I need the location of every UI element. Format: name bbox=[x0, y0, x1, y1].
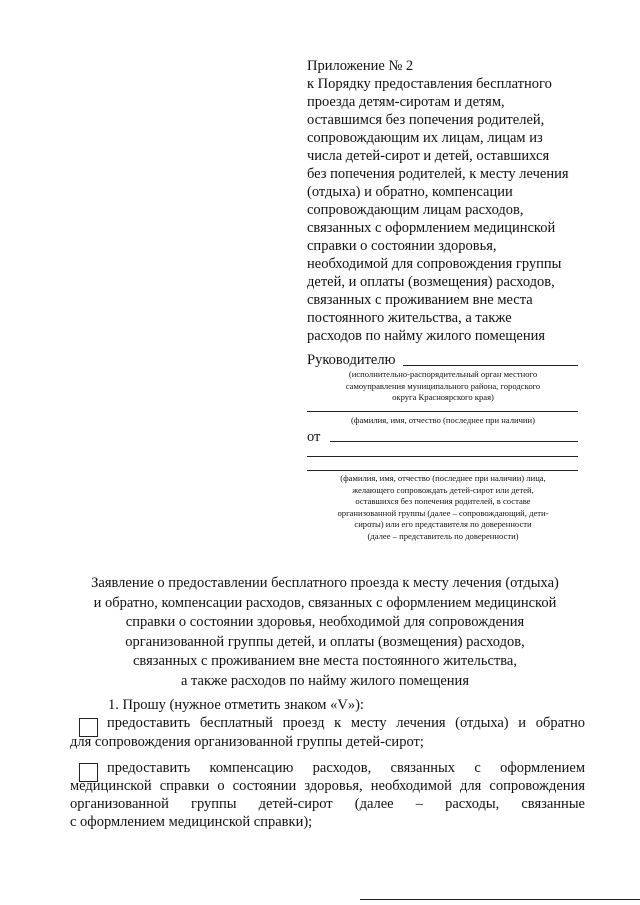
to-note-line: (исполнительно-распорядительный орган местного bbox=[348, 369, 538, 379]
from-note-line: (фамилия, имя, отчество (последнее при наличии) лица, bbox=[340, 473, 546, 483]
title-line: связанных с проживанием вне места постоянного жительства, bbox=[132, 653, 517, 669]
title-line: Заявление о предоставлении бесплатного проезда к месту лечения (отдыха) bbox=[91, 575, 559, 591]
to-note-line: округа Красноярского края) bbox=[392, 392, 494, 402]
from-note-line: (далее – представитель по доверенности) bbox=[367, 530, 519, 541]
to-note bbox=[307, 369, 579, 404]
title-line: справки о состоянии здоровья, необходимой для сопровождения bbox=[125, 614, 525, 630]
appendix-line: расходов по найму жилого помещения bbox=[307, 328, 546, 344]
to-label: Руководителю bbox=[307, 352, 396, 368]
appendix-line: числа детей-сирот и детей, оставшихся bbox=[307, 148, 550, 164]
page-bottom-rule bbox=[360, 899, 640, 900]
option1-line1: предоставить бесплатный проезд к месту лечения (отдыха) и обратно bbox=[107, 715, 585, 731]
option2-line3: организованной группы детей-сирот (далее – расходы, связанные bbox=[70, 796, 585, 812]
appendix-line: без попечения родителей, к месту лечения bbox=[307, 166, 569, 182]
option2-line4: с оформлением медицинской справки); bbox=[70, 814, 313, 830]
from-field-line[interactable] bbox=[330, 441, 578, 442]
appendix-line: сопровождающим их лицам, лицам из bbox=[307, 130, 543, 146]
from-note bbox=[307, 473, 579, 542]
appendix-line: сопровождающим лицам расходов, bbox=[307, 202, 524, 218]
appendix-line: (отдыха) и обратно, компенсации bbox=[307, 184, 513, 200]
statement-title bbox=[70, 574, 580, 691]
appendix-line: связанных с проживанием вне места bbox=[307, 292, 533, 308]
from-label: от bbox=[307, 429, 321, 445]
appendix-line: постоянного жительства, а также bbox=[307, 310, 512, 326]
from-field-line-2[interactable] bbox=[307, 456, 578, 457]
appendix-line: связанных с оформлением медицинской bbox=[307, 220, 556, 236]
title-line: а также расходов по найму жилого помещения bbox=[180, 672, 469, 689]
appendix-line: детей, и оплаты (возмещения) расходов, bbox=[307, 274, 555, 290]
to-note-line: самоуправления муниципального района, городского bbox=[345, 380, 541, 391]
appendix-line: оставшимся без попечения родителей, bbox=[307, 112, 545, 128]
appendix-line: проезда детям-сиротам и детям, bbox=[307, 94, 505, 110]
title-line: и обратно, компенсации расходов, связанных с оформлением медицинской bbox=[93, 594, 557, 611]
to-field-line[interactable] bbox=[403, 365, 578, 366]
option2-line1: предоставить компенсацию расходов, связанных с оформлением bbox=[107, 760, 585, 776]
from-note-line: организованной группы (далее – сопровождающий, дети- bbox=[337, 507, 549, 518]
from-note-line: оставшихся без попечения родителей, в составе bbox=[355, 496, 531, 506]
head-name-line[interactable] bbox=[307, 411, 578, 412]
appendix-title: Приложение № 2 bbox=[307, 58, 414, 74]
item1-heading: 1. Прошу (нужное отметить знаком «V»): bbox=[108, 697, 364, 713]
appendix-line: необходимой для сопровождения группы bbox=[307, 256, 562, 272]
name-note: (фамилия, имя, отчество (последнее при наличии) bbox=[351, 415, 535, 425]
title-line: организованной группы детей, и оплаты (возмещения) расходов, bbox=[125, 633, 525, 650]
from-note-line: желающего сопровождать детей-сирот или детей, bbox=[352, 484, 534, 495]
appendix-block bbox=[307, 57, 607, 345]
from-field-line-3[interactable] bbox=[307, 470, 578, 471]
appendix-line: к Порядку предоставления бесплатного bbox=[307, 76, 552, 92]
from-note-line: сироты) или его представителя по доверенности bbox=[354, 519, 532, 529]
option1-line2: для сопровождения организованной группы детей-сирот; bbox=[70, 734, 424, 750]
option2-line2: медицинской справки о состоянии здоровья, необходимой для сопровождения bbox=[70, 778, 585, 794]
appendix-line: справки о состоянии здоровья, bbox=[307, 238, 497, 254]
